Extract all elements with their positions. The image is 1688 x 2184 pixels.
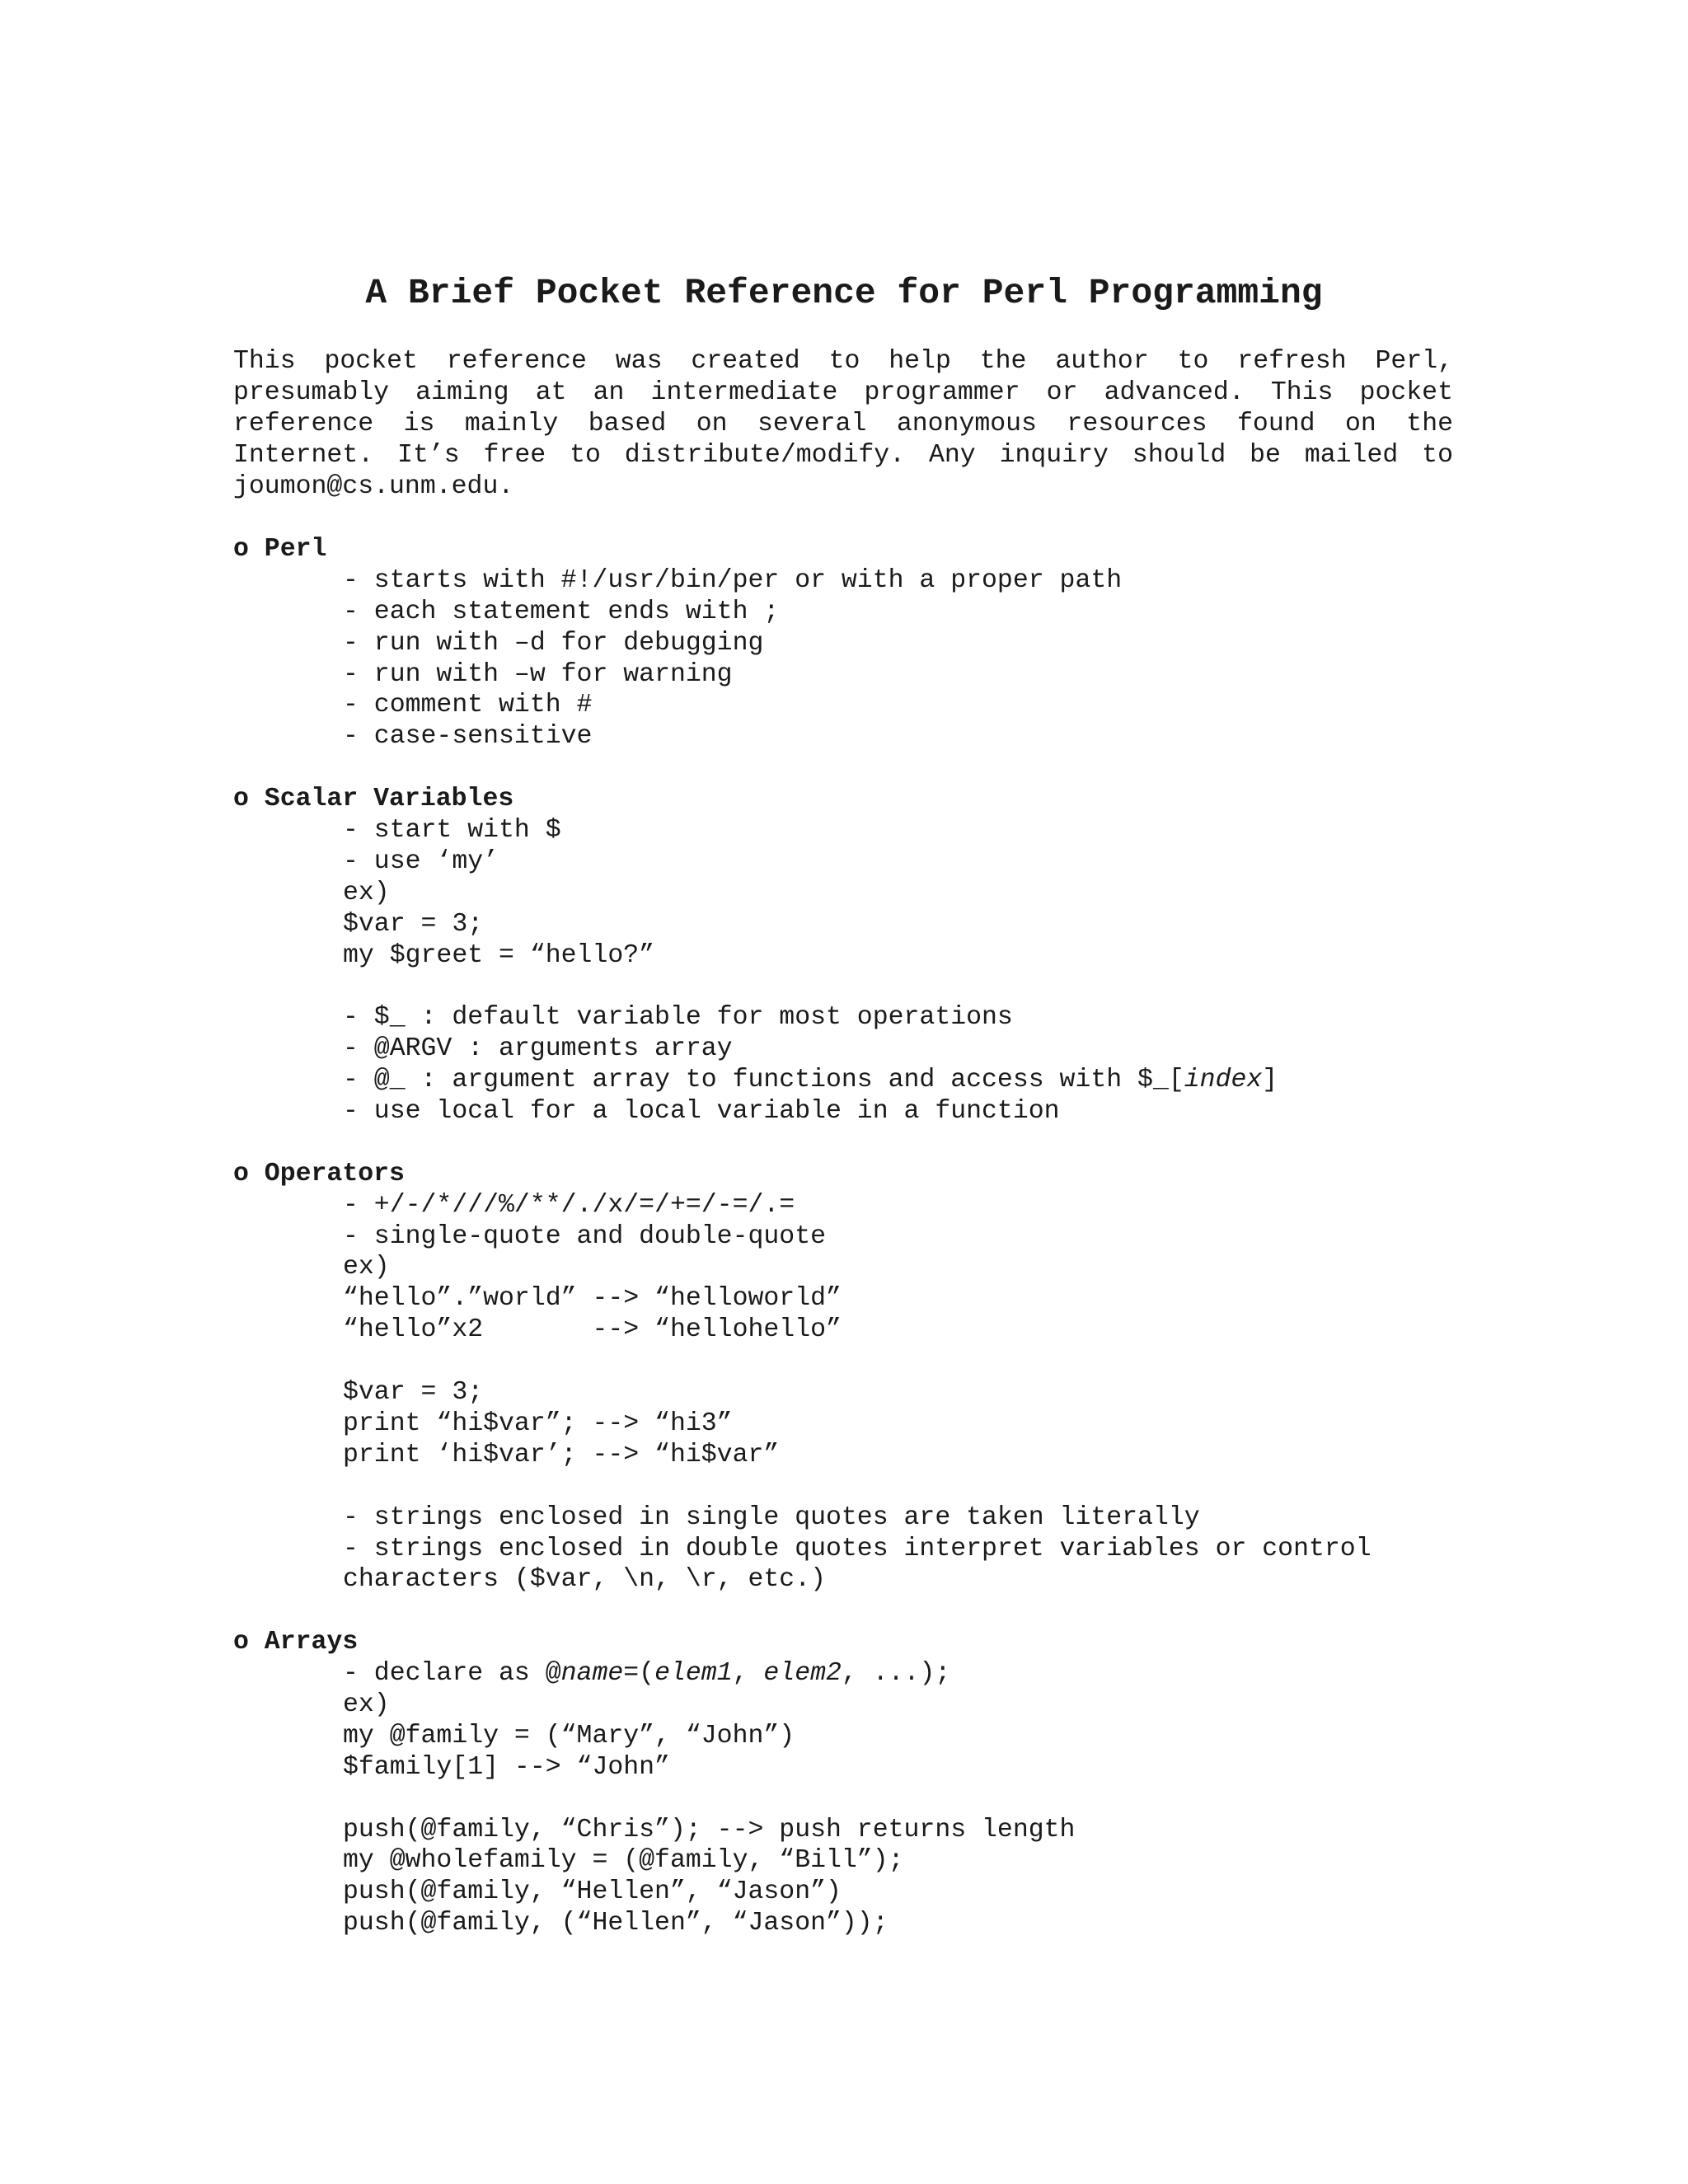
section-scalar-variables bbox=[233, 784, 1470, 1127]
bullet-line: - starts with #!/usr/bin/per or with a proper path bbox=[343, 565, 1123, 595]
spacer bbox=[233, 1471, 1470, 1502]
intro-line: joumon@cs.unm.edu. bbox=[233, 472, 514, 501]
intro-paragraph bbox=[233, 346, 1453, 503]
bullet-line: - each statement ends with ; bbox=[343, 597, 780, 626]
code-line: $var = 3; bbox=[343, 1378, 484, 1408]
example-label: ex) bbox=[343, 1253, 390, 1282]
code-line: “hello”.”world” --> “helloworld” bbox=[343, 1284, 842, 1314]
spacer bbox=[233, 1596, 1470, 1627]
text-fragment: , ...); bbox=[841, 1659, 951, 1689]
bullet-line: - start with $ bbox=[343, 816, 561, 846]
section-heading-scalar-variables: o Scalar Variables bbox=[233, 785, 514, 814]
bullet-line: - run with –w for warning bbox=[343, 659, 733, 689]
section-operators bbox=[233, 1159, 1470, 1596]
bullet-line: - @ARGV : arguments array bbox=[343, 1034, 733, 1064]
bullet-line: - run with –d for debugging bbox=[343, 628, 764, 658]
text-fragment: - declare as @ bbox=[343, 1659, 561, 1689]
text-fragment: - @_ : argument array to functions and access with $_[ bbox=[343, 1066, 1184, 1095]
bullet-line bbox=[233, 1065, 1470, 1096]
intro-line: presumably aiming at an intermediate programmer or advanced. This pocket bbox=[233, 378, 1453, 407]
italic-fragment: elem2 bbox=[763, 1659, 842, 1689]
spacer bbox=[233, 971, 1470, 1002]
code-line: push(@family, (“Hellen”, “Jason”)); bbox=[343, 1909, 889, 1938]
spacer bbox=[233, 1346, 1470, 1377]
bullet-line: - $_ : default variable for most operations bbox=[343, 1003, 1013, 1033]
reference-content bbox=[233, 534, 1470, 1939]
bullet-line: - use local for a local variable in a function bbox=[343, 1097, 1060, 1127]
intro-line: reference is mainly based on several anonymous resources found on the bbox=[233, 410, 1453, 438]
text-fragment: , bbox=[732, 1659, 764, 1689]
code-line: my @wholefamily = (@family, “Bill”); bbox=[343, 1846, 904, 1876]
bullet-line: - single-quote and double-quote bbox=[343, 1221, 826, 1251]
bullet-line: - strings enclosed in single quotes are taken literally bbox=[343, 1502, 1200, 1532]
italic-fragment: elem1 bbox=[654, 1659, 733, 1689]
text-fragment: ] bbox=[1262, 1066, 1278, 1095]
intro-line: This pocket reference was created to help the author to refresh Perl, bbox=[233, 347, 1453, 376]
code-line: “hello”x2 --> “hellohello” bbox=[343, 1315, 842, 1345]
code-line: push(@family, “Chris”); --> push returns length bbox=[343, 1815, 1076, 1844]
bullet-line bbox=[233, 1658, 1470, 1690]
spacer bbox=[233, 752, 1470, 784]
italic-fragment: index bbox=[1184, 1066, 1263, 1095]
section-perl bbox=[233, 534, 1470, 752]
italic-fragment: name bbox=[560, 1659, 624, 1689]
bullet-line: - case-sensitive bbox=[343, 722, 593, 752]
bullet-line: - use ‘my’ bbox=[343, 846, 499, 876]
code-line: my $greet = “hello?” bbox=[343, 940, 655, 970]
code-line: print ‘hi$var’; --> “hi$var” bbox=[343, 1440, 780, 1469]
code-line: push(@family, “Hellen”, “Jason”) bbox=[343, 1877, 842, 1907]
code-line: $family[1] --> “John” bbox=[343, 1752, 670, 1782]
example-label: ex) bbox=[343, 1690, 390, 1719]
bullet-line: - strings enclosed in double quotes interpret variables or control bbox=[343, 1534, 1372, 1563]
intro-line: Internet. It’s free to distribute/modify. Any inquiry should be mailed to bbox=[233, 441, 1453, 470]
code-line: my @family = (“Mary”, “John”) bbox=[343, 1721, 795, 1750]
continuation-line: characters ($var, \n, \r, etc.) bbox=[343, 1565, 826, 1595]
spacer bbox=[233, 1783, 1470, 1815]
section-heading-operators: o Operators bbox=[233, 1159, 405, 1188]
spacer bbox=[233, 1127, 1470, 1159]
bullet-line: - +/-/*///%/**/./x/=/+=/-=/.= bbox=[343, 1190, 795, 1220]
example-label: ex) bbox=[343, 878, 390, 907]
document-title: A Brief Pocket Reference for Perl Programming bbox=[365, 273, 1323, 313]
code-line: print “hi$var”; --> “hi3” bbox=[343, 1408, 733, 1438]
code-line: $var = 3; bbox=[343, 909, 484, 939]
bullet-line: - comment with # bbox=[343, 691, 593, 720]
section-arrays bbox=[233, 1627, 1470, 1939]
text-fragment: =( bbox=[623, 1659, 655, 1689]
section-heading-arrays: o Arrays bbox=[233, 1628, 359, 1657]
section-heading-perl: o Perl bbox=[233, 535, 327, 564]
